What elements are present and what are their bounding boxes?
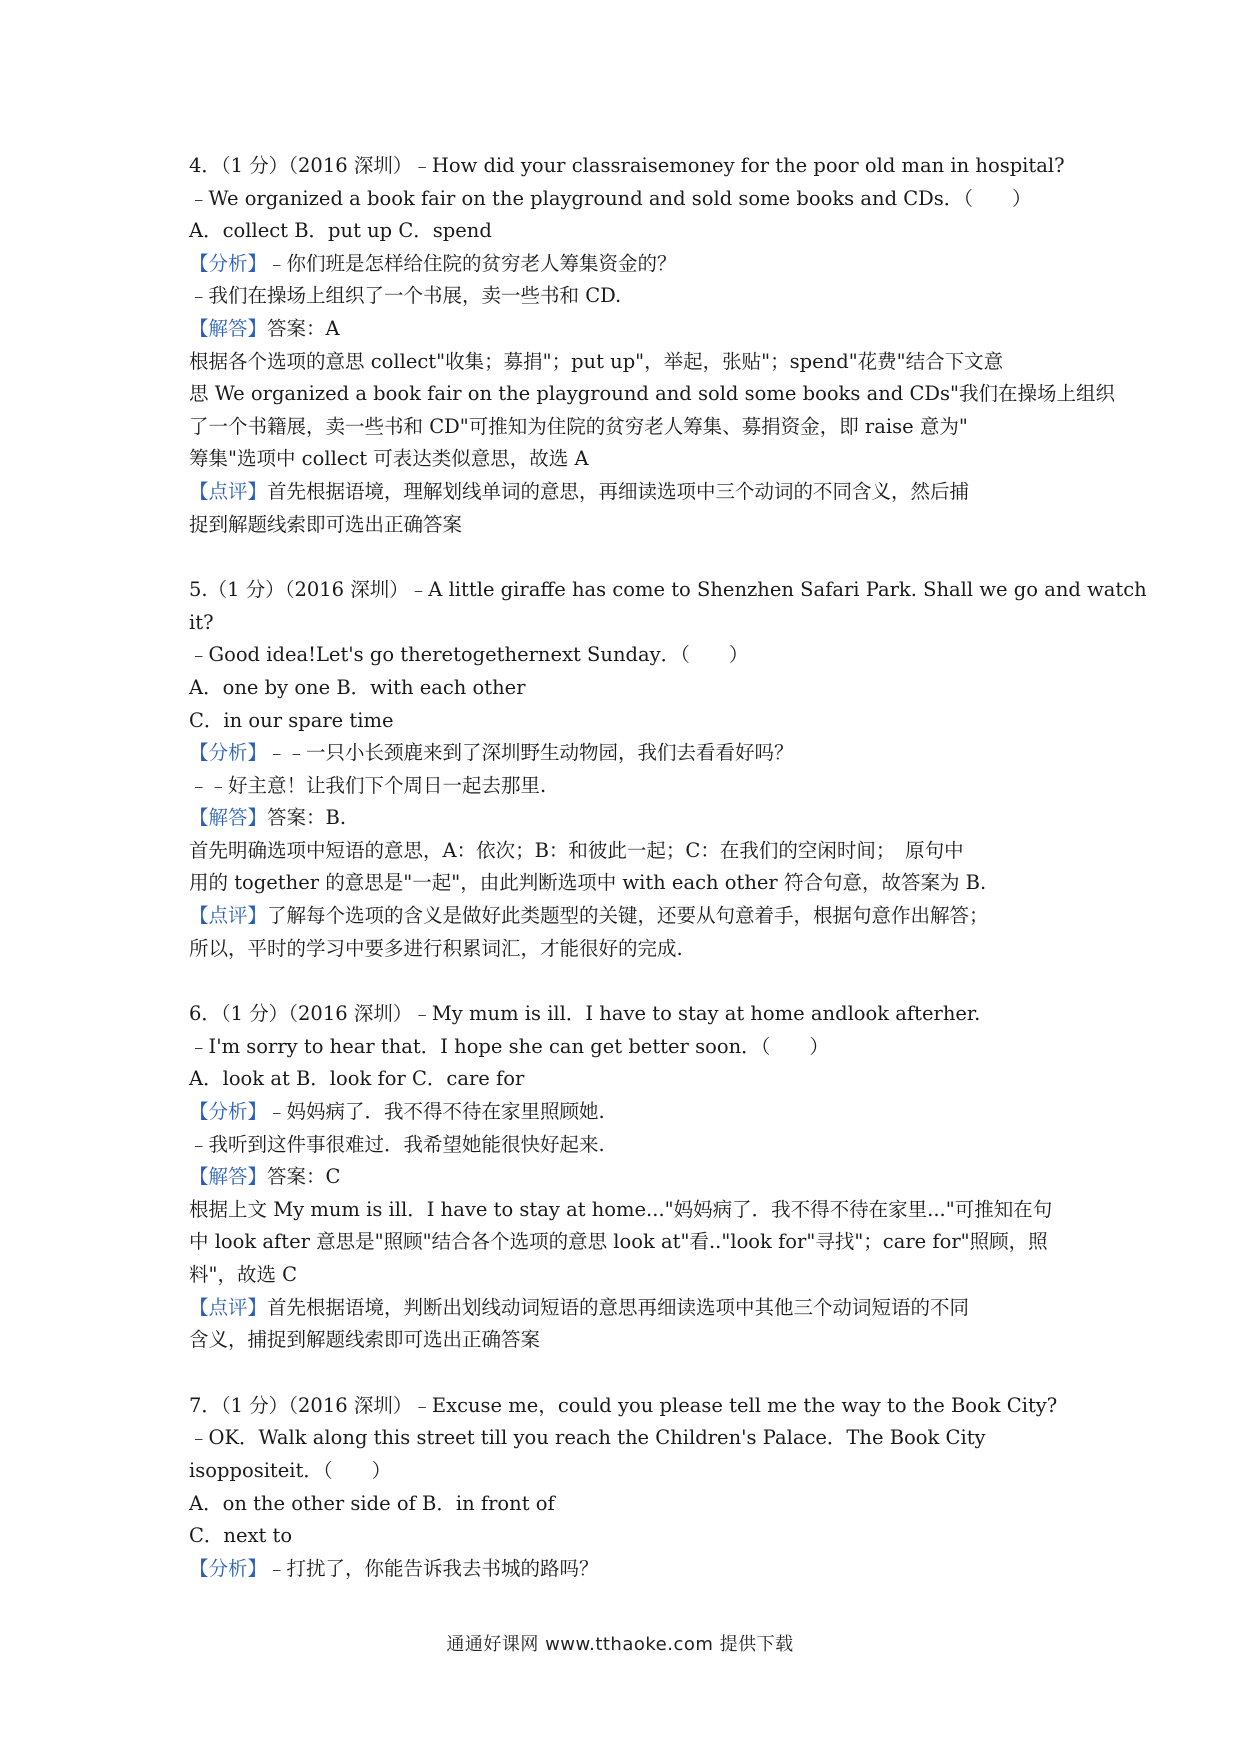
question-reply: isoppositeit．（ ）	[189, 1458, 392, 1482]
answer-line	[189, 1161, 1069, 1194]
analysis-tag: 【分析】	[189, 1100, 268, 1124]
answer-tag: 【解答】	[189, 806, 268, 830]
question-options: A．on the other side of B．in front of	[189, 1491, 555, 1515]
explanation-text: 根据各个选项的意思 collect"收集；募捐"；put up"，举起，张贴"；spend"花费"结合下文意	[189, 349, 1004, 373]
question-options: A．one by one B．with each other	[189, 675, 526, 699]
explanation-text: 中 look after 意思是"照顾"结合各个选项的意思 look at"看.."look for"寻找"；care for"照顾，照	[189, 1230, 1048, 1254]
analysis-text: ﹣﹣好主意！让我们下个周日一起去那里.	[189, 773, 547, 797]
question-4	[189, 150, 1115, 541]
spacer	[189, 541, 1069, 574]
answer-line	[189, 313, 1069, 346]
explanation-text: 料"，故选 C	[189, 1263, 298, 1286]
analysis-text: ﹣我们在操场上组织了一个书展，卖一些书和 CD.	[189, 284, 622, 308]
analysis-line	[189, 1096, 1069, 1129]
analysis-text: ﹣打扰了，你能告诉我去书城的路吗？	[267, 1556, 599, 1580]
comment-text: 捉到解题线索即可选出正确答案	[189, 512, 463, 536]
analysis-text: ﹣妈妈病了．我不得不待在家里照顾她.	[267, 1100, 605, 1124]
analysis-text: ﹣你们班是怎样给住院的贫穷老人筹集资金的？	[267, 251, 677, 275]
question-options: A．look at B．look for C．care for	[189, 1067, 525, 1091]
comment-tag: 【点评】	[189, 1295, 268, 1319]
comment-tag: 【点评】	[189, 904, 268, 928]
spacer	[189, 965, 1069, 998]
comment-text: 首先根据语境，理解划线单词的意思，再细读选项中三个动词的不同含义，然后捕	[267, 479, 970, 503]
question-stem: it?	[189, 610, 214, 634]
answer-tag: 【解答】	[189, 316, 268, 340]
answer-line	[189, 802, 1069, 835]
analysis-text: ﹣我听到这件事很难过．我希望她能很快好起来.	[189, 1132, 605, 1156]
question-stem: 5.（1 分）（2016 深圳）﹣A little giraffe has come to Shenzhen Safari Park. Shall we go and watch	[189, 578, 1147, 602]
comment-text: 了解每个选项的含义是做好此类题型的关键，还要从句意着手，根据句意作出解答；	[267, 904, 989, 928]
question-6	[189, 998, 1069, 1357]
question-5	[189, 574, 1147, 965]
explanation-text: 思 We organized a book fair on the playground and sold some books and CDs"我们在操场上组织	[189, 382, 1115, 406]
explanation-text: 根据上文 My mum is ill．I have to stay at home..."妈妈病了．我不得不待在家里..."可推知在句	[189, 1197, 1053, 1221]
comment-tag: 【点评】	[189, 479, 268, 503]
spacer	[189, 1357, 1069, 1390]
answer-text: 答案：A	[267, 316, 340, 340]
explanation-text: 首先明确选项中短语的意思，A：依次；B：和彼此一起；C：在我们的空闲时间； 原句中	[189, 838, 964, 862]
comment-text: 首先根据语境，判断出划线动词短语的意思再细读选项中其他三个动词短语的不同	[267, 1295, 970, 1319]
analysis-tag: 【分析】	[189, 741, 268, 765]
question-stem: 6．（1 分）（2016 深圳）﹣My mum is ill．I have to stay at home andlook afterher.	[189, 1002, 981, 1026]
page-footer: 通通好课网 www.tthaoke.com 提供下载	[446, 1634, 794, 1655]
explanation-text: 用的 together 的意思是"一起"，由此判断选项中 with each other 符合句意，故答案为 B.	[189, 871, 987, 895]
question-7	[189, 1390, 1069, 1586]
question-stem: 7．（1 分）（2016 深圳）﹣Excuse me，could you please tell me the way to the Book City?	[189, 1393, 1058, 1417]
explanation-text: 筹集"选项中 collect 可表达类似意思，故选 A	[189, 447, 589, 471]
question-reply: ﹣OK．Walk along this street till you reach the Children's Palace．The Book City	[189, 1426, 986, 1450]
comment-line	[189, 900, 1069, 933]
question-stem: 4．（1 分）（2016 深圳）﹣How did your classraisemoney for the poor old man in hospital?	[189, 154, 1065, 177]
analysis-line	[189, 248, 1069, 281]
answer-text: 答案：B.	[267, 806, 347, 830]
analysis-tag: 【分析】	[189, 251, 268, 275]
question-reply: ﹣We organized a book fair on the playground and sold some books and CDs．（ ）	[189, 186, 1032, 210]
analysis-tag: 【分析】	[189, 1556, 268, 1580]
comment-text: 含义，捕捉到解题线索即可选出正确答案	[189, 1328, 541, 1352]
answer-tag: 【解答】	[189, 1165, 268, 1189]
question-reply: ﹣Good idea!Let's go theretogethernext Sunday．（ ）	[189, 643, 749, 667]
analysis-line	[189, 1553, 1069, 1586]
comment-line	[189, 476, 1069, 509]
question-options: C．in our spare time	[189, 708, 394, 732]
analysis-line	[189, 737, 1069, 770]
analysis-text: ﹣﹣一只小长颈鹿来到了深圳野生动物园，我们去看看好吗？	[267, 741, 794, 765]
comment-line	[189, 1292, 1069, 1325]
question-reply: ﹣I'm sorry to hear that．I hope she can get better soon．（ ）	[189, 1034, 829, 1058]
document-body	[189, 150, 1147, 1585]
comment-text: 所以，平时的学习中要多进行积累词汇，才能很好的完成.	[189, 936, 683, 960]
answer-text: 答案：C	[267, 1165, 341, 1189]
question-options: C．next to	[189, 1524, 293, 1548]
explanation-text: 了一个书籍展，卖一些书和 CD"可推知为住院的贫穷老人筹集、募捐资金，即 raise 意为"	[189, 414, 968, 438]
question-options: A．collect B．put up C．spend	[189, 219, 492, 243]
